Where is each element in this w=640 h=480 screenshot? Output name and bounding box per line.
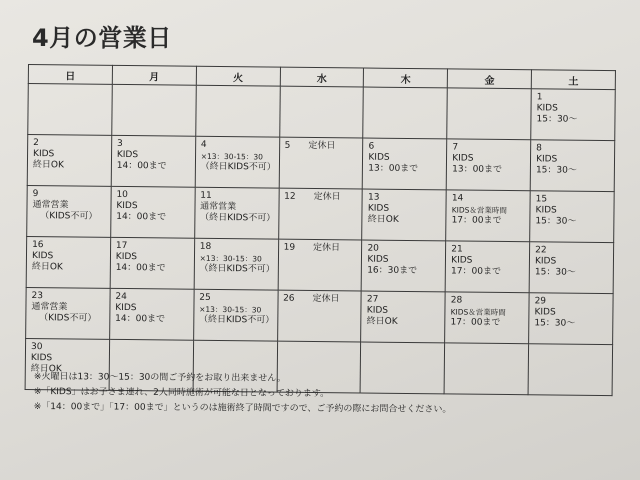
day-number: 25	[199, 292, 211, 303]
note-line: ※火曜日は13：30～15：30の間ご予約をお取り出来ません。	[33, 371, 286, 384]
weekday-header: 水	[280, 67, 364, 87]
calendar-day-cell	[194, 238, 278, 290]
calendar-day-cell	[529, 242, 613, 294]
weekday-header: 土	[531, 70, 615, 90]
day-number	[453, 91, 526, 92]
day-number	[283, 345, 356, 346]
calendar-day-cell	[111, 135, 195, 187]
calendar-day-cell	[529, 293, 613, 345]
day-detail-line: KIDS	[115, 251, 138, 263]
day-detail-line: KIDS	[33, 149, 55, 160]
day-detail-line: 終日OK	[367, 214, 399, 225]
day-detail-line: 終日OK	[32, 160, 64, 171]
calendar-day-cell	[278, 239, 362, 291]
day-detail-line: 終日OK	[31, 262, 63, 273]
day-detail-line: KIDS	[534, 307, 556, 318]
weekday-header: 月	[112, 65, 196, 85]
day-number: 17	[115, 240, 128, 252]
day-detail-line: KIDS	[31, 251, 54, 262]
day-detail-line: KIDS	[366, 305, 389, 316]
closed-day-label: 定休日	[313, 191, 341, 203]
calendar-week-row	[27, 185, 615, 242]
day-number	[534, 347, 607, 348]
day-number	[285, 90, 358, 91]
day-detail-line: 17：00まで	[451, 266, 502, 277]
calendar-day-cell	[28, 84, 112, 136]
day-detail-line: 16：30まで	[367, 265, 418, 277]
calendar-day-cell	[445, 292, 529, 344]
calendar-day-cell	[446, 139, 530, 191]
calendar-day-cell	[362, 240, 446, 292]
day-detail-line: 通常営業	[32, 200, 69, 211]
day-number: 11	[200, 190, 212, 201]
day-number	[115, 343, 188, 344]
day-number: 28	[450, 295, 463, 306]
day-number: 10	[116, 189, 128, 201]
day-detail-line: ×13：30-15：30	[200, 151, 263, 162]
day-detail-line: KIDS	[116, 200, 138, 212]
day-detail-line: KIDS	[116, 149, 139, 161]
day-detail-line: 終日OK	[30, 364, 62, 375]
calendar-day-cell	[528, 344, 612, 396]
day-number: 1	[536, 92, 543, 103]
calendar-day-cell	[193, 289, 277, 341]
day-detail-line: （終日KIDS不可）	[198, 314, 275, 326]
calendar-day-cell	[109, 288, 193, 340]
day-detail-line: 14：00まで	[116, 211, 167, 223]
day-number: 5	[284, 140, 291, 151]
calendar-day-cell	[362, 189, 446, 241]
day-number	[118, 88, 191, 89]
day-number: 20	[367, 243, 379, 254]
day-detail-line: 通常営業	[31, 302, 68, 313]
weekday-header: 日	[28, 65, 112, 85]
notes	[34, 370, 452, 418]
calendar-table	[25, 64, 616, 396]
closed-day-label: 定休日	[312, 293, 340, 305]
day-detail-line: 14：00まで	[115, 262, 166, 274]
day-number: 6	[368, 141, 375, 152]
day-number	[201, 89, 274, 90]
day-number: 9	[32, 189, 39, 200]
day-detail-line: 15：30～	[536, 114, 578, 125]
calendar-day-cell	[27, 135, 111, 187]
calendar-day-cell	[444, 343, 528, 395]
day-detail-line: KIDS	[536, 154, 558, 165]
day-detail-line: KIDS	[452, 153, 474, 164]
day-detail-line: KIDS	[451, 255, 473, 266]
day-number: 27	[366, 294, 379, 305]
day-number: 8	[536, 143, 542, 154]
day-detail-line: 13：00まで	[452, 164, 503, 175]
closed-day-label: 定休日	[308, 140, 336, 152]
day-detail-line: KIDS	[536, 103, 558, 114]
weekday-header: 火	[196, 66, 280, 86]
calendar-day-cell	[530, 191, 614, 243]
day-detail-line: 15：30～	[534, 318, 576, 329]
day-detail-line: KIDS	[535, 205, 557, 216]
day-number	[34, 87, 107, 88]
calendar-day-cell	[112, 84, 196, 136]
day-number	[366, 346, 439, 347]
day-detail-line: （終日KIDS不可）	[200, 161, 276, 173]
calendar-week-row	[26, 287, 614, 344]
day-detail-line: 通常営業	[200, 201, 237, 213]
day-number: 24	[115, 291, 127, 303]
calendar-day-cell	[26, 236, 110, 288]
calendar-day-cell	[26, 287, 110, 339]
calendar-day-cell	[279, 86, 363, 138]
day-number: 4	[200, 139, 207, 150]
day-number: 21	[451, 244, 463, 255]
day-detail-line: KIDS	[367, 203, 390, 214]
day-number: 14	[451, 193, 464, 204]
day-number: 22	[535, 245, 547, 256]
day-detail-line: KIDS	[368, 152, 390, 163]
day-detail-line: KIDS	[534, 256, 557, 267]
weekday-header: 金	[447, 69, 531, 89]
day-detail-line: KIDS＆営業時間	[450, 307, 506, 318]
day-detail-line: （終日KIDS不可）	[199, 263, 275, 275]
day-detail-line: 17：00まで	[451, 215, 502, 226]
note-line: ※「14：00まで」「17：00まで」というのは施術終了時間ですので、ご予約の際にお問合せください。	[33, 401, 452, 415]
closed-day-label: 定休日	[313, 242, 341, 254]
day-detail-line: 14：00まで	[116, 160, 167, 172]
calendar-day-cell	[27, 185, 111, 237]
day-number: 18	[199, 241, 212, 252]
day-number: 12	[284, 191, 296, 202]
day-detail-line: ×13：30-15：30	[199, 253, 262, 264]
calendar-day-cell	[531, 89, 615, 141]
weekday-header: 木	[364, 68, 448, 88]
calendar-day-cell	[278, 188, 362, 240]
calendar-day-cell	[111, 186, 195, 238]
calendar-day-cell	[445, 241, 529, 293]
day-number: 15	[535, 194, 548, 205]
day-detail-line: 14：00まで	[115, 313, 166, 325]
calendar-day-cell	[277, 290, 361, 342]
day-detail-line: 15：30～	[535, 165, 577, 176]
day-detail-line: 13：00まで	[368, 163, 419, 175]
day-number	[369, 91, 442, 92]
calendar-day-cell	[363, 138, 447, 190]
calendar-day-cell	[195, 85, 279, 137]
calendar-day-cell	[446, 190, 530, 242]
day-detail-line: KIDS＆営業時間	[451, 205, 507, 216]
calendar-body	[25, 84, 615, 396]
calendar-day-cell	[361, 291, 445, 343]
day-detail-line: 15：30～	[534, 267, 576, 278]
calendar-day-cell	[447, 88, 531, 140]
day-detail-line: 17：00まで	[450, 317, 501, 328]
calendar-day-cell	[363, 87, 447, 139]
day-detail-line: KIDS	[30, 353, 53, 364]
day-number: 7	[452, 142, 459, 153]
day-number	[199, 344, 272, 345]
day-number: 16	[32, 240, 44, 251]
day-detail-line: （KIDS不可）	[40, 211, 98, 222]
day-number	[450, 346, 523, 347]
day-detail-line: （KIDS不可）	[39, 313, 97, 324]
day-detail-line: （終日KIDS不可）	[200, 212, 276, 224]
day-number: 3	[116, 138, 123, 149]
page-title: 4月の営業日	[32, 24, 172, 52]
note-line: ※「KIDS」はお子さま連れ、2人同時施術が可能な日となっております。	[33, 386, 330, 400]
calendar-week-row	[26, 236, 614, 293]
day-number: 19	[283, 242, 296, 253]
day-detail-line: KIDS	[115, 302, 137, 314]
day-detail-line: ×13：30-15：30	[199, 304, 262, 315]
day-number: 29	[534, 296, 547, 307]
day-number: 30	[30, 342, 43, 353]
calendar-day-cell	[194, 187, 278, 239]
day-detail-line: KIDS	[367, 254, 389, 265]
day-detail-line: 終日OK	[366, 316, 398, 327]
calendar-day-cell	[279, 137, 363, 189]
day-detail-line: 15：30～	[535, 216, 577, 227]
day-number: 2	[33, 138, 39, 149]
calendar-week-row	[28, 84, 616, 141]
calendar-day-cell	[530, 140, 614, 192]
day-number: 13	[367, 192, 380, 203]
calendar-week-row	[27, 135, 615, 192]
calendar-day-cell	[110, 237, 194, 289]
day-number: 23	[31, 291, 44, 302]
day-number: 26	[283, 293, 295, 304]
calendar-day-cell	[195, 136, 279, 188]
